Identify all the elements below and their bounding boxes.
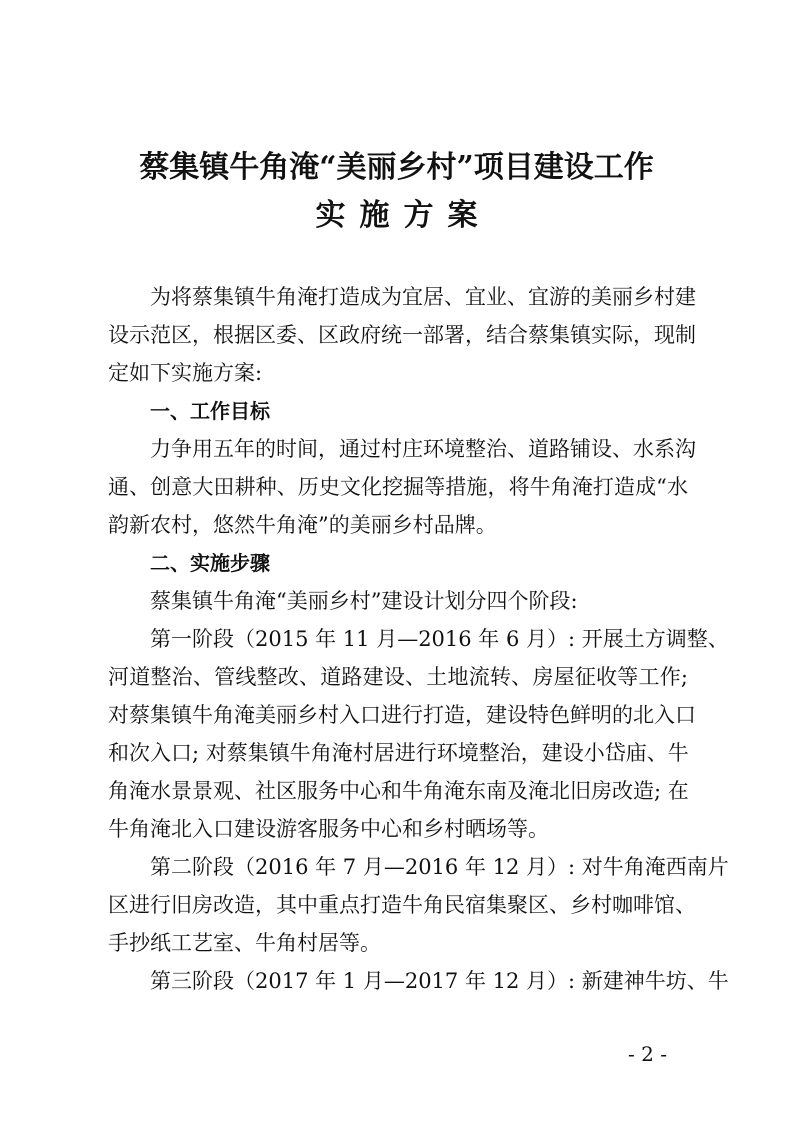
intro-line: 设示范区，根据区委、区政府统一部署，结合蔡集镇实际，现制 — [108, 323, 696, 347]
phase2-line: 第二阶段（2016 年 7 月—2016 年 12 月）: 对牛角淹西南片 — [150, 855, 729, 879]
phase3-line: 第三阶段（2017 年 1 月—2017 年 12 月）: 新建神牛坊、牛 — [150, 969, 729, 993]
phase1-line: 和次入口; 对蔡集镇牛角淹村居进行环境整治，建设小岱庙、牛 — [108, 741, 689, 765]
phase1-line: 第一阶段（2015 年 11 月—2016 年 6 月）: 开展土方调整、 — [150, 627, 729, 651]
document-subtitle: 实施方案 — [315, 198, 492, 233]
phase2-line: 区进行旧房改造，其中重点打造牛角民宿集聚区、乡村咖啡馆、 — [108, 893, 696, 917]
goals-line: 通、创意大田耕种、历史文化挖掘等措施，将牛角淹打造成“水 — [108, 475, 688, 499]
phase1-line: 对蔡集镇牛角淹美丽乡村入口进行打造，建设特色鲜明的北入口 — [108, 703, 696, 727]
phase2-line: 手抄纸工艺室、牛角村居等。 — [108, 931, 381, 955]
intro-line: 定如下实施方案: — [108, 361, 263, 385]
goals-line: 力争用五年的时间，通过村庄环境整治、道路铺设、水系沟 — [150, 437, 696, 461]
phase1-line: 牛角淹北入口建设游客服务中心和乡村晒场等。 — [108, 817, 549, 841]
phase1-line: 河道整治、管线整改、道路建设、土地流转、房屋征收等工作; — [108, 665, 688, 689]
document-title: 蔡集镇牛角淹“美丽乡村”项目建设工作 — [139, 150, 654, 185]
section-heading-steps: 二、实施步骤 — [150, 551, 270, 575]
goals-line: 韵新农村，悠然牛角淹”的美丽乡村品牌。 — [108, 513, 497, 537]
page-number: - 2 - — [628, 1042, 667, 1066]
steps-intro-line: 蔡集镇牛角淹“美丽乡村”建设计划分四个阶段: — [150, 589, 578, 613]
section-heading-goals: 一、工作目标 — [150, 399, 270, 423]
phase1-line: 角淹水景景观、社区服务中心和牛角淹东南及淹北旧房改造; 在 — [108, 779, 689, 803]
intro-line: 为将蔡集镇牛角淹打造成为宜居、宜业、宜游的美丽乡村建 — [150, 285, 696, 309]
